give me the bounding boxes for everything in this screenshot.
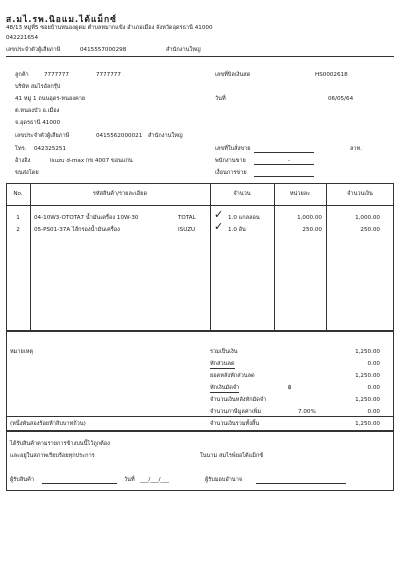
- row-no: 1: [16, 215, 20, 221]
- customer-name: บริษัท สมไรอัลกรุ๊ป: [15, 84, 61, 90]
- customer-ref: Isuzu d-max กข 4007 ขอนแก่น: [50, 158, 133, 164]
- customer-address-3: จ.อุดรธานี 41000: [15, 120, 61, 126]
- company-name: ส.มไ.รพ.นิอแม.ไต้แม็กซ์: [6, 15, 117, 25]
- doc-date: 06/05/64: [328, 96, 354, 102]
- company-tax-id: 0415557000298: [80, 47, 127, 53]
- note-label: หมายเหตุ: [10, 349, 34, 355]
- doc-date-label: วันที่: [215, 96, 226, 102]
- row-amount: 250.00: [360, 227, 380, 233]
- amount-in-words: (หนึ่งพันสองร้อยห้าสิบบาทถ้วน): [10, 421, 86, 427]
- total-divider: [6, 416, 394, 417]
- summary-label: หักเงินมัดจำ: [210, 385, 240, 391]
- customer-code-label: ลูกค้า: [15, 72, 29, 78]
- deposit-mark: ฿: [288, 385, 292, 391]
- customer-address-1: 41 หมู่ 1 ถนนอุดร-หนองคาย: [15, 96, 86, 102]
- received-line-1: ได้รับสินค้าตามรายการข้างบนนี้ไว้ถูกต้อง: [10, 441, 110, 447]
- row-no: 2: [16, 227, 20, 233]
- row-desc: 05-PS01-37A ไส้กรองน้ำมันเครื่อง: [34, 227, 120, 233]
- doc-invoice-suffix: ลาท.: [350, 146, 363, 152]
- header-divider: [6, 56, 394, 57]
- summary-label: จำนวนภาษีมูลค่าเพิ่ม: [210, 409, 262, 415]
- doc-no-label: เลขที่บิลเงินสด: [215, 72, 251, 78]
- invoice-underline: [254, 152, 314, 153]
- row-price: 1,000.00: [297, 215, 322, 221]
- receiver-signature-line: [42, 483, 117, 484]
- summary-value: 0.00: [367, 361, 380, 367]
- row-qty: 1.0 แกลลอน: [228, 215, 260, 221]
- row-price: 250.00: [302, 227, 322, 233]
- receiver-label: ผู้รับสินค้า: [10, 477, 34, 483]
- received-line-2: และอยู่ในสภาพเรียบร้อยทุกประการ: [10, 453, 95, 459]
- customer-address-2: ต.หนองบัว อ.เมือง: [15, 108, 60, 114]
- company-address: 48/13 หมู่ที่5 ซอยบ้านหนองดูดม ตำบลหมากแข้ง อำเภอเมือง จังหวัดอุดรธานี 41000: [6, 25, 213, 31]
- col-divider-2: [210, 183, 211, 331]
- doc-sales-label: พนักงานขาย: [215, 158, 246, 164]
- row-amount: 1,000.00: [355, 215, 380, 221]
- summary-label: ยอดหลังหักส่วนลด: [210, 373, 255, 379]
- summary-label: จำนวนเงินรวมทั้งสิ้น: [210, 421, 260, 427]
- row-brand: TOTAL: [178, 215, 196, 221]
- doc-invoice-label: เลขที่ใบสั่งขาย: [215, 146, 251, 152]
- receiver-date-blank: ___/___/___: [140, 477, 169, 483]
- summary-label: รวมเป็นเงิน: [210, 349, 238, 355]
- doc-no: HS0002618: [315, 72, 348, 78]
- footer-box: [6, 431, 394, 491]
- col-divider-3: [274, 183, 275, 331]
- customer-ref-label: อ้างอิง: [15, 158, 31, 164]
- customer-tax-label: เลขประจำตัวผู้เสียภาษี: [15, 133, 70, 139]
- customer-tel-label: โทร.: [15, 146, 27, 152]
- customer-code-2: 7777777: [96, 72, 121, 78]
- col-header-desc: รหัสสินค้า/รายละเอียด: [92, 191, 148, 197]
- customer-code: 7777777: [44, 72, 69, 78]
- col-header-qty: จำนวน: [233, 191, 251, 197]
- company-phone: 042221654: [6, 35, 39, 41]
- check-mark-icon: ✓: [214, 208, 224, 221]
- summary-value: 1,250.00: [355, 349, 380, 355]
- summary-value: 1,250.00: [355, 397, 380, 403]
- check-mark-icon: ✓: [214, 220, 224, 233]
- on-behalf: ในนาม สมไรพ์ยอไต้แม็กซ์: [200, 453, 264, 459]
- row-brand: ISUZU: [178, 227, 196, 233]
- payment-underline: [254, 176, 314, 177]
- col-divider-1: [30, 183, 31, 331]
- col-divider-4: [326, 183, 327, 331]
- col-header-amount: จำนวนเงิน: [347, 191, 373, 197]
- receiver-date-label: วันที่: [124, 477, 135, 483]
- summary-value: 0.00: [367, 385, 380, 391]
- vat-rate: 7.00%: [298, 409, 316, 415]
- summary-label: หักส่วนลด: [210, 361, 235, 367]
- customer-tel: 042325251: [34, 146, 67, 152]
- company-branch: สำนักงานใหญ่: [166, 47, 201, 53]
- company-tax-label: เลขประจำตัวผู้เสียภาษี: [6, 47, 61, 53]
- summary-value: 1,250.00: [355, 373, 380, 379]
- row-qty: 1.0 อัน: [228, 227, 246, 233]
- sales-underline: [254, 164, 314, 165]
- table-header-divider: [6, 205, 394, 206]
- doc-sales-value: -: [288, 158, 291, 164]
- customer-ship-label: ขนส่งโดย: [15, 170, 39, 176]
- authorized-signature-line: [256, 483, 346, 484]
- customer-tax-id: 0415562000021: [96, 133, 143, 139]
- col-header-no: No.: [13, 191, 23, 197]
- col-header-price: หน่วยละ: [289, 191, 311, 197]
- authorized-label: ผู้รับมอบอำนาจ: [205, 477, 243, 483]
- summary-label: จำนวนเงินหลังหักมัดจำ: [210, 397, 267, 403]
- row-desc: 04-10W3-OTOTA7 น้ำมันเครื่อง 10W-30: [34, 215, 139, 221]
- grand-total: 1,250.00: [355, 421, 380, 427]
- summary-value: 0.00: [367, 409, 380, 415]
- customer-branch: สำนักงานใหญ่: [148, 133, 183, 139]
- doc-payment-label: เงื่อนการขาย: [215, 170, 247, 176]
